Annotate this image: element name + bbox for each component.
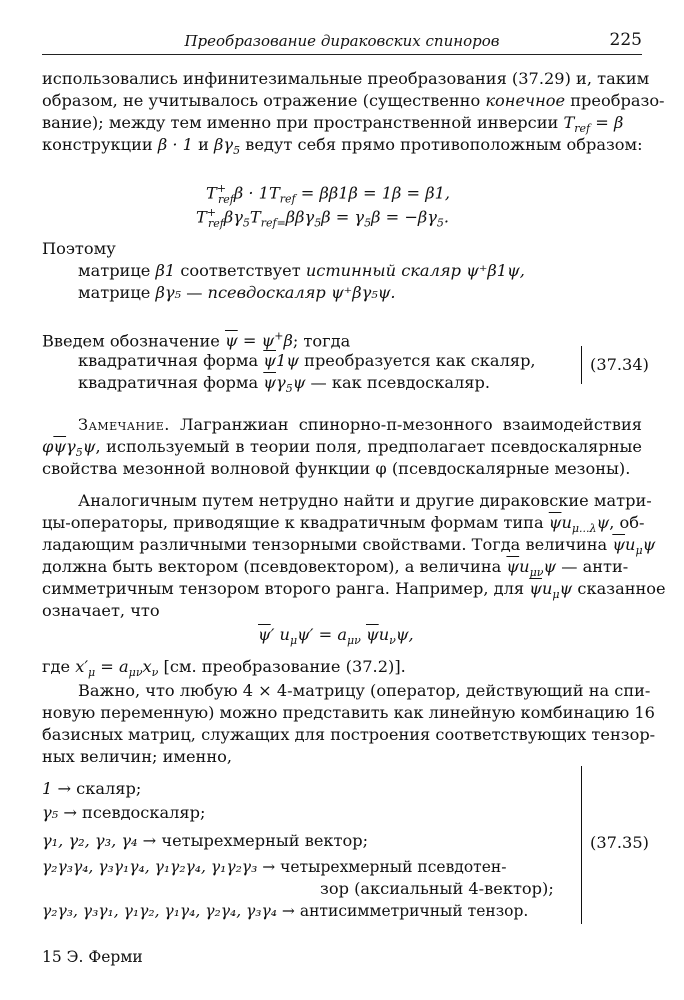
- basis-pseudotensor-cont: зор (аксиальный 4-вектор);: [320, 879, 554, 898]
- para3-line1: Важно, что любую 4 × 4-матрицу (оператор, действующий на спи-: [78, 681, 651, 700]
- para2-line3: ладающим различными тензорными свойствами. Тогда величина $\overline{\psi}u_\mu\psi$: [42, 535, 656, 558]
- para3-line4: ных величин; именно,: [42, 747, 233, 766]
- page-number: 225: [609, 30, 642, 50]
- equation-number-3735: (37.35): [590, 833, 649, 852]
- matrix-line-pseudoscalar: матрице βγ₅ — псевдоскаляр ψ⁺βγ₅ψ.: [78, 283, 396, 302]
- emphasis-finite: конечное: [485, 91, 566, 110]
- para3-line2: новую переменную) можно представить как линейную комбинацию 16: [42, 703, 655, 722]
- para1-line2: образом, не учитывалось отражение (существенно конечное преобразо-: [42, 91, 665, 110]
- form-line-pseudoscalar: квадратичная форма $\overline{\psi}\gamma_5\psi$ — как псевдоскаляр.: [78, 373, 491, 396]
- basis-pseudotensor: γ₂γ₃γ₄, γ₃γ₁γ₄, γ₁γ₂γ₄, γ₁γ₂γ₃ → четырехмерный псевдотен-: [42, 858, 507, 876]
- remark-line3: свойства мезонной волновой функции φ (псевдоскалярные мезоны).: [42, 459, 631, 478]
- para2-line6: означает, что: [42, 601, 160, 620]
- remark-label: Замечание.: [78, 415, 170, 434]
- matrix-line-scalar: матрице β1 соответствует истинный скаляр ψ⁺β1ψ,: [78, 261, 525, 280]
- equation-scalar: $T^+_{ref}\beta \cdot 1T_{ref} = \beta\beta 1\beta = 1\beta = \beta 1$,: [206, 182, 451, 206]
- para1-line1: использовались инфинитезимальные преобразования (37.29) и, таким: [42, 69, 650, 88]
- psibar-intro: Введем обозначение $\overline{\psi} = \psi^+\beta$; тогда: [42, 330, 351, 351]
- basis-scalar: 1 → скаляр;: [42, 779, 142, 798]
- poetomu-text: Поэтому: [42, 239, 116, 258]
- equation-pseudoscalar: $T^+_{ref}\beta\gamma_5T_{ref=}\beta\beta\gamma_5\beta = \gamma_5\beta = -\beta\gamma_5$.: [196, 206, 450, 230]
- para2-line5: симметричным тензором второго ранга. Например, для $\overline{\psi}u_\mu\psi$ сказанное: [42, 579, 666, 602]
- basis-antisym-tensor: γ₂γ₃, γ₃γ₁, γ₁γ₂, γ₁γ₄, γ₂γ₄, γ₃γ₄ → антисимметричный тензор.: [42, 902, 529, 920]
- gde-line: где $x'_\mu = a_{\mu\nu}x_\nu$ [см. преобразование (37.2)].: [42, 657, 406, 680]
- remark-line2: $\varphi\overline{\psi}\gamma_5\psi$, используемый в теории поля, предполагает псевдоскалярные: [42, 437, 642, 460]
- equation-tensor: $\overline{\psi}'$ $u_\mu\psi' = a_{\mu\nu}$ $\overline{\psi}u_\nu\psi$,: [258, 625, 414, 648]
- para2-line1: Аналогичным путем нетрудно найти и другие дираковские матри-: [78, 491, 652, 510]
- remark-line1: Замечание. Лагранжиан спинорно-π-мезонного взаимодействия: [78, 415, 642, 434]
- equation-bracket: [581, 346, 582, 384]
- basis-bracket: [581, 766, 582, 924]
- para2-line2: цы-операторы, приводящие к квадратичным формам типа $\overline{\psi}u_{\mu...\lambda}\psi$, об-: [42, 513, 645, 536]
- para1-line4: конструкции β · 1 и $\beta\gamma_5$ ведут себя прямо противоположным образом:: [42, 135, 643, 158]
- basis-vector: γ₁, γ₂, γ₃, γ₄ → четырехмерный вектор;: [42, 831, 369, 850]
- form-line-scalar: квадратичная форма $\overline{\psi}1\psi$ преобразуется как скаляр,: [78, 351, 536, 370]
- para1-line3: вание); между тем именно при пространственной инверсии $T_{ref} = \beta$: [42, 113, 624, 136]
- equation-number-3734: (37.34): [590, 355, 649, 374]
- para2-line4: должна быть вектором (псевдовектором), а величина $\overline{\psi}u_{\mu\nu}\psi$ — анти-: [42, 557, 629, 580]
- header-title: Преобразование дираковских спиноров: [184, 32, 500, 50]
- para3-line3: базисных матриц, служащих для построения соответствующих тензор-: [42, 725, 656, 744]
- footer-signature: 15 Э. Ферми: [42, 948, 143, 966]
- running-header: [42, 30, 642, 55]
- basis-pseudoscalar: γ₅ → псевдоскаляр;: [42, 803, 206, 822]
